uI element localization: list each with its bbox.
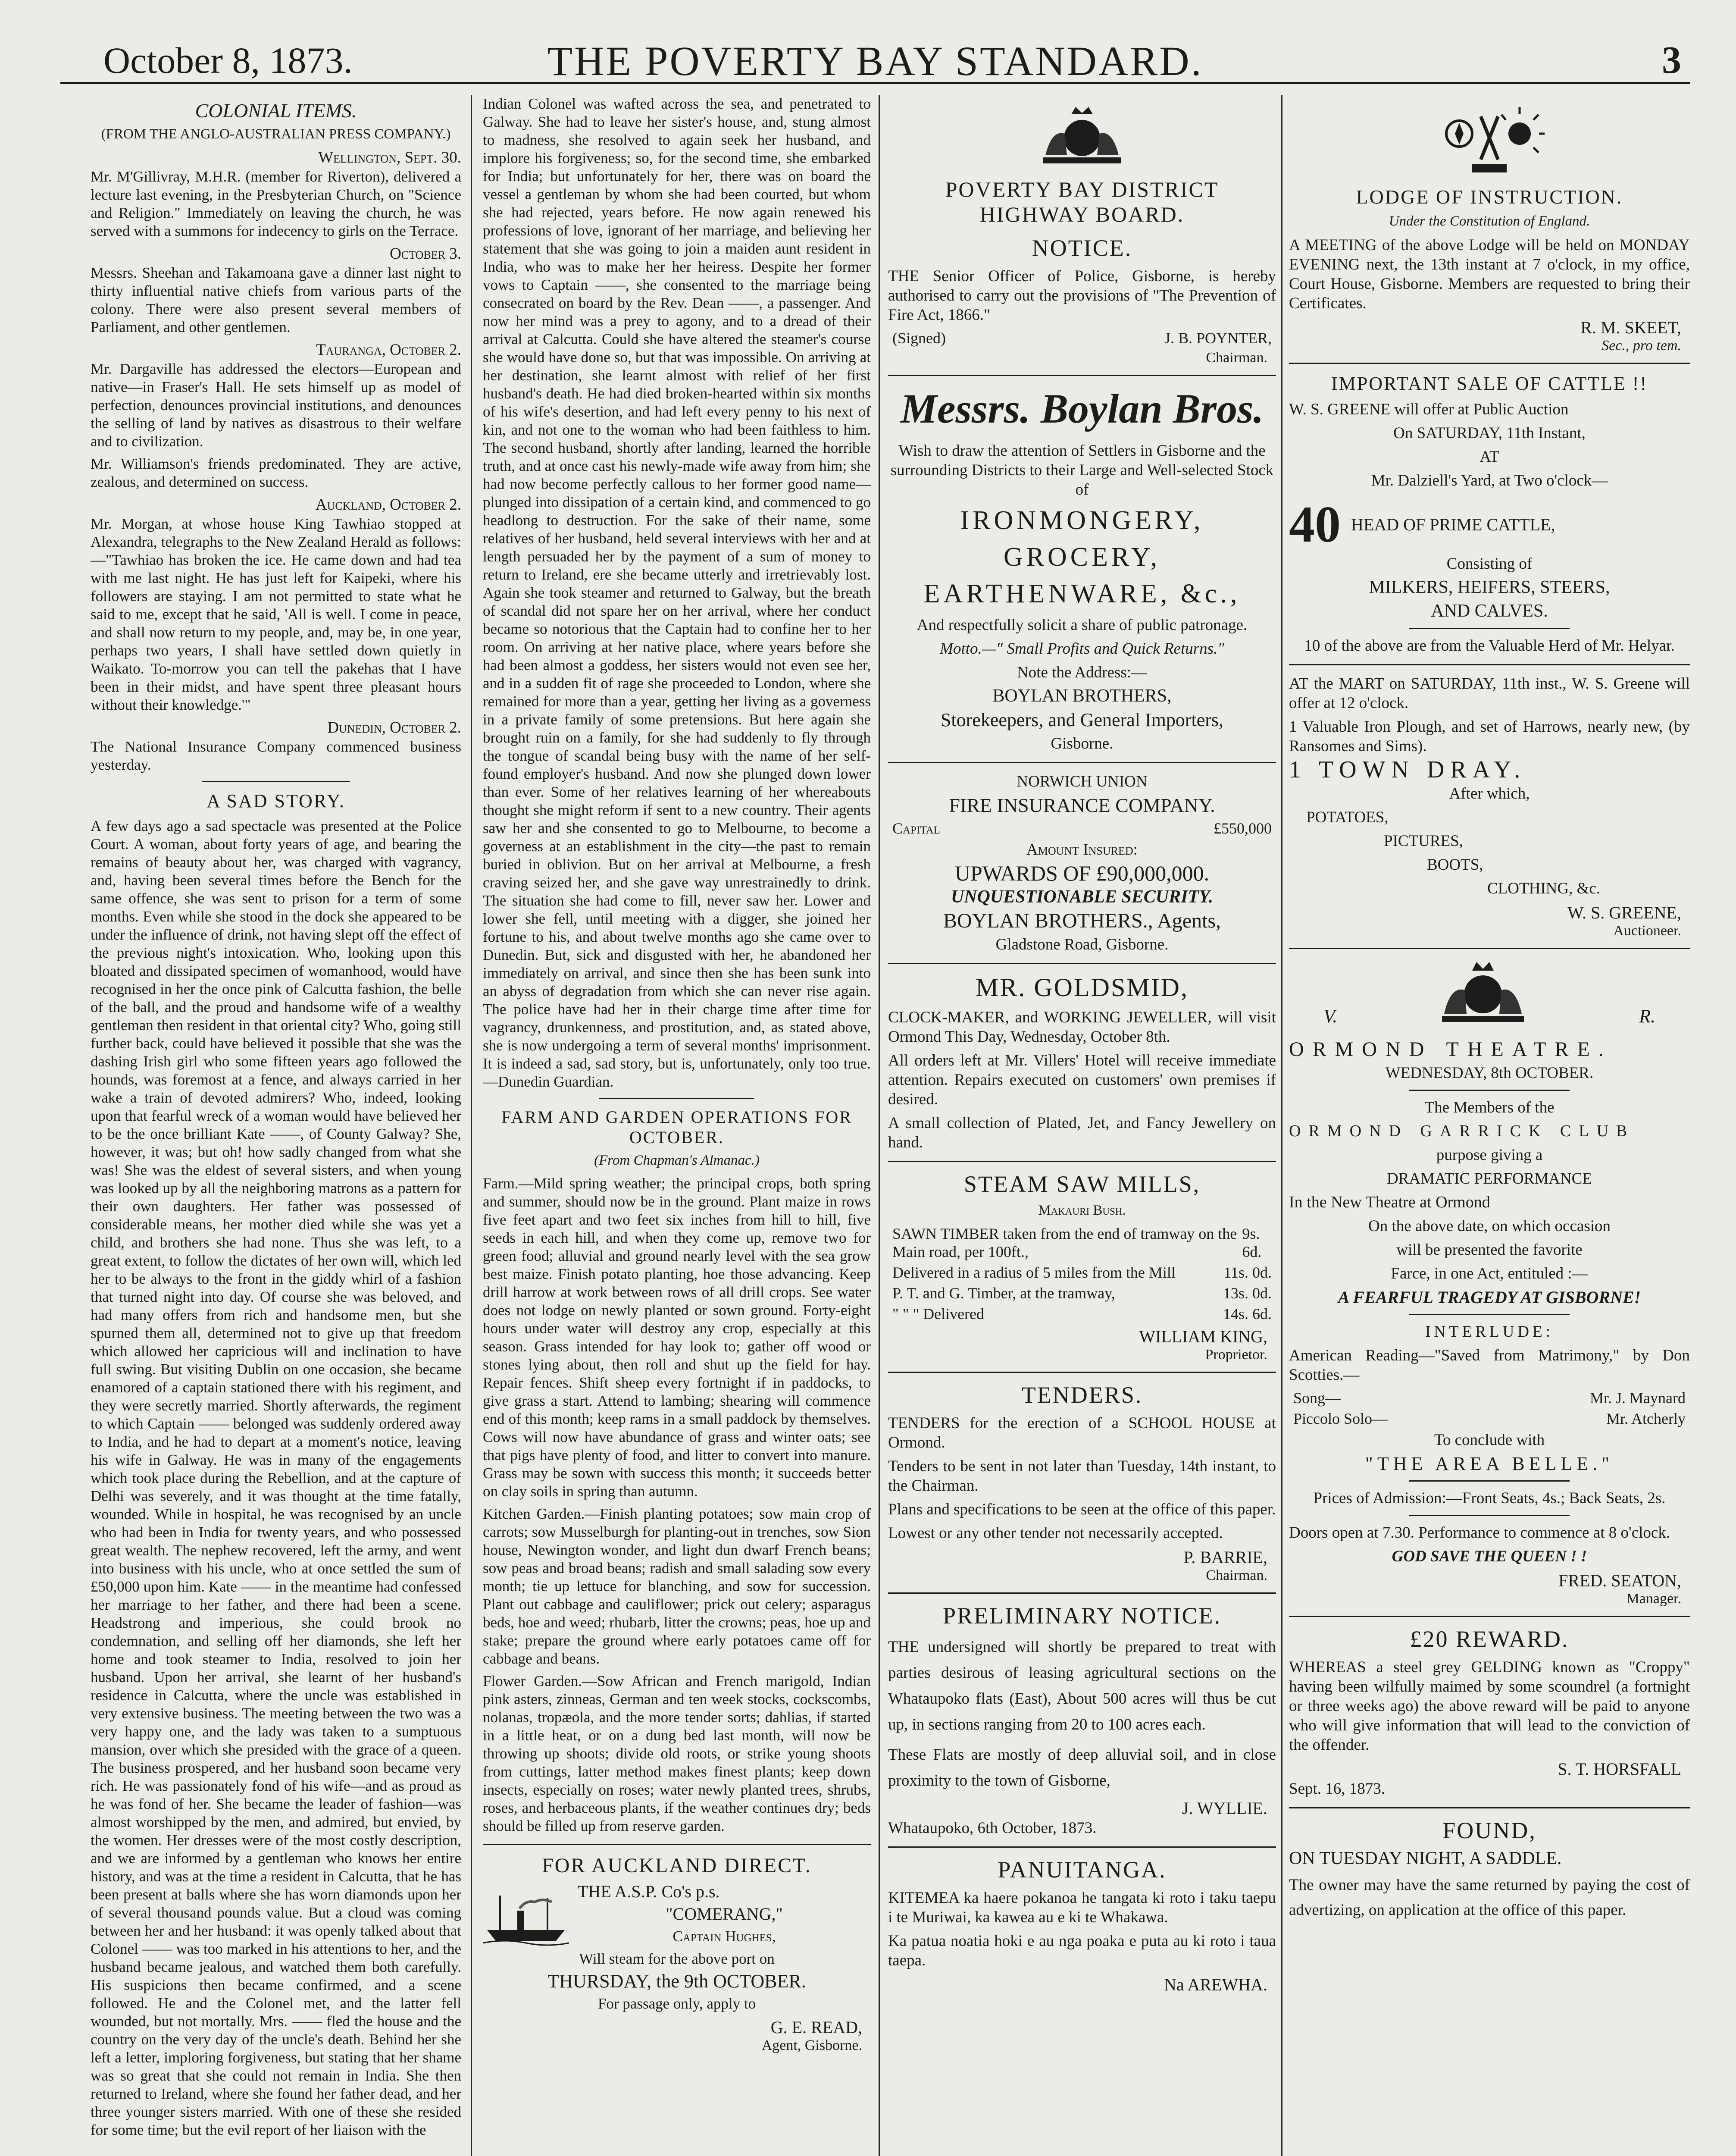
theatre-manager: FRED. SEATON,: [1558, 1571, 1681, 1590]
masonic-emblem-icon: [1433, 103, 1545, 177]
preliminary-date: Whataupoko, 6th October, 1873.: [888, 1819, 1097, 1837]
column-1: [91, 95, 461, 2156]
tenders-heading: TENDERS.: [1021, 1382, 1143, 1408]
divider: [202, 781, 350, 782]
news-paragraph: The National Insurance Company commenced business yesterday.: [91, 738, 461, 773]
divider: [888, 1592, 1276, 1594]
cattle-line: W. S. GREENE will offer at Public Auction: [1289, 401, 1569, 418]
product-line: EARTHENWARE, &c.,: [923, 579, 1241, 608]
sad-story-heading: A SAD STORY.: [206, 790, 345, 812]
divider: [1409, 628, 1570, 629]
divider: [1289, 664, 1690, 665]
boylan-heading: Messrs. Boylan Bros.: [900, 385, 1264, 432]
cattle-line: HEAD OF PRIME CATTLE,: [1351, 514, 1555, 534]
insurance-agents: BOYLAN BROTHERS., Agents,: [943, 909, 1221, 932]
theatre-crest-row: [1289, 958, 1690, 1040]
tenders-paragraph: Lowest or any other tender not necessarily accepted.: [888, 1524, 1223, 1542]
reward-body: WHEREAS a steel grey GELDING known as "Croppy" having been wilfully maimed by some scoundrel (a fortnight or three weeks ago) the above reward will be paid to anyone who will give information that will lead to the conviction of the offender.: [1289, 1658, 1690, 1754]
divider: [1289, 363, 1690, 364]
divider: [888, 375, 1276, 376]
page-number: 3: [1662, 39, 1681, 81]
story-paragraph: A few days ago a sad spectacle was presented at the Police Court. A woman, about forty years of age, and bearing the remains of beauty about her, was charged with vagrancy, and, having been several times before the Bench for the same offence, she was sent to prison for a term of some months. Even while she stood in the dock she appeared to be under the influence of drink, not having slept off the effect of the previous night's intoxication. Who, looking upon this bloated and dissipated specimen of womanhood, would have recognised in her the once pink of Calcutta fashion, the belle of the ball, and the proud and handsome wife of a wealthy gentleman then resident in that oriental city? Who, going still further back, could have believed it possible that she was the dashing Irish girl who some fifteen years ago followed the hounds, was foremost at a fence, and always carried in her wake a train of devoted admirers? Who, indeed, looking upon that fearful wreck of a woman would have believed her to be the once brilliant Kate ——, of County Galway? She, however, it was; but oh! how sadly changed from what she was! She was the eldest of several sisters, and when young was looked up by all the neighboring matrons as a pattern for their own daughters. Her father was possessed of considerable means, her mother died while she was yet a child, and brothers she had none. Thus she was left, to a great extent, to follow the dictates of her own will, which led her to be always to the front in the giddy whirl of a fashion that turned night into day. Of course she was beloved, and had many offers from rich and handsome men, but she spurned them all, determined not to give up that freedom which allowed her capricious will and inclination to have full swing. But visiting Dublin on one occasion, she became enamored of a captain stationed there with his regiment, and they were secretly married. Shortly afterwards, the regiment to which Captain —— belonged was suddenly ordered away to India, and he had to depart at a moment's notice, leaving his wife in Galway. He was in many of the engagements which took place during the Rebellion, and at the capture of Delhi was severely, and it was thought at the time fatally, wounded. While in hospital, he was recognised by an uncle who had been in India for twenty years, and who possessed great wealth. The nephew recovered, left the army, and went into business with his uncle, who at once settled the sum of £50,000 upon him. Kate —— in the meantime had confessed her marriage to her father, and there had been a scene. Headstrong and imperious, she could brook no condemnation, and selling off her diamonds, she left her home and took steamer to India, resolved to join her husband. Upon her arrival, she learnt of her husband's residence in Calcutta, where the uncle was established in very extensive business. The meeting between the two was a very happy one, and the lady was taken to a sumptuous mansion, over which she presided with the grace of a queen. The business prospered, and her husband soon became very rich. He was passionately fond of his wife—and as proud as he was fond of her. She became the leader of fashion—was almost worshipped by the men, and admired, but envied, by the women. Her dresses were of the most costly description, and we are informed by a gentleman who knows her entire history, and was at the time a resident in Calcutta, that he has been present at balls where she has worn diamonds upon her of several thousand pounds value. But a cloud was coming between her and her husband: it was openly talked about that Colonel —— was too marked in his attentions to her, and the husband became jealous, and watched them both carefully. His suspicions then became confirmed, and a scene followed. He and the Colonel met, and the latter fell wounded, but not mortally. Mrs. —— fled the house and the country on the very day of the uncle's death. Behind her she left a letter, imploring forgiveness, but stating that her shame was so great that she could not remain in India. She then returned to Ireland, where she found her father dead, and her three younger sisters married. With one of these she resided for some time; but the evil report of her liaison with the: [91, 818, 461, 2138]
boylan-motto: Motto.—" Small Profits and Quick Returns.": [940, 640, 1224, 658]
captain-name: Captain Hughes,: [673, 1928, 776, 1945]
programme-item: Song—: [1293, 1389, 1341, 1407]
divider: [1289, 1807, 1690, 1808]
signed-label: (Signed): [892, 329, 946, 347]
theatre-line: purpose giving a: [1436, 1146, 1543, 1164]
reward-heading: £20 REWARD.: [1410, 1626, 1569, 1652]
found-heading: FOUND,: [1442, 1818, 1536, 1843]
signatory: J. B. POYNTER,: [1164, 329, 1272, 347]
theatre-line: ORMOND GARRICK CLUB: [1289, 1122, 1635, 1140]
cattle-line: AT: [1480, 448, 1499, 466]
theatre-line: On the above date, on which occasion: [1368, 1217, 1611, 1235]
vr-left: V.: [1323, 1006, 1338, 1027]
mart-line: 1 Valuable Iron Plough, and set of Harrows, nearly new, (by Ransomes and Sims).: [1289, 718, 1690, 755]
auckland-line: For passage only, apply to: [597, 1995, 756, 2012]
cattle-line: AND CALVES.: [1431, 601, 1548, 621]
divider: [1409, 1480, 1570, 1482]
cattle-heading: IMPORTANT SALE OF CATTLE !!: [1331, 373, 1648, 394]
highway-board-heading: POVERTY BAY DISTRICT HIGHWAY BOARD.: [945, 177, 1219, 226]
interlude-label: INTERLUDE:: [1425, 1323, 1554, 1341]
preliminary-signatory: J. WYLLIE.: [1182, 1799, 1267, 1818]
divider: [1409, 1515, 1570, 1516]
divider: [888, 963, 1276, 964]
mart-line: POTATOES,: [1306, 808, 1389, 826]
admission-prices: Prices of Admission:—Front Seats, 4s.; Back Seats, 2s.: [1313, 1489, 1666, 1507]
farm-source: (From Chapman's Almanac.): [594, 1153, 760, 1168]
kitchen-garden-paragraph: Kitchen Garden.—Finish planting potatoes; sow main crop of carrots; sow Musselburgh for planting-out in trenches, sow Sion house, Newington wonder, and light dun dwarf French beans; sow peas and broad beans; radish and small salading sow every month; tie up lettuce for blanching, and sow for succession. Plant out cabbage and cauliflower; prick out celery; asparagus beds, hoe and weed; rhubarb, litter the crowns; peas, hoe up and stake; prepare the ground where early potatoes came off for cabbage and beans.: [483, 1505, 871, 1667]
goldsmid-orders: All orders left at Mr. Villers' Hotel will receive immediate attention. Repairs executed on customers' own premises if desired.: [888, 1052, 1276, 1108]
theatre-manager-title: Manager.: [1626, 1591, 1681, 1607]
preliminary-paragraph: These Flats are mostly of deep alluvial soil, and in close proximity to the town of Gisborne,: [888, 1746, 1276, 1789]
royal-crest-icon: [1035, 103, 1129, 168]
cattle-line: Mr. Dalziell's Yard, at Two o'clock—: [1371, 472, 1608, 489]
timber-price: 11s. 0d.: [1223, 1264, 1272, 1281]
closing-piece: "THE AREA BELLE.": [1365, 1453, 1614, 1474]
column-4: [1289, 95, 1690, 2156]
press-source: (FROM THE ANGLO-AUSTRALIAN PRESS COMPANY.): [101, 126, 451, 142]
theatre-date: WEDNESDAY, 8th OCTOBER.: [1385, 1064, 1594, 1082]
theatre-doors: Doors open at 7.30. Performance to commence at 8 o'clock.: [1289, 1524, 1670, 1542]
mart-signatory: W. S. GREENE,: [1567, 903, 1681, 922]
mart-line: PICTURES,: [1384, 832, 1464, 850]
signatory-title: Chairman.: [1206, 350, 1267, 366]
cattle-line: MILKERS, HEIFERS, STEERS,: [1369, 577, 1610, 597]
mart-signatory-title: Auctioneer.: [1613, 923, 1681, 939]
mart-line: AT the MART on SATURDAY, 11th inst., W. S. Greene will offer at 12 o'clock.: [1289, 675, 1690, 712]
performer: Mr. J. Maynard: [1590, 1389, 1686, 1407]
cattle-number: 40: [1289, 495, 1341, 553]
theatre-line: American Reading—"Saved from Matrimony," by Don Scotties.—: [1289, 1347, 1690, 1384]
insurance-company: FIRE INSURANCE COMPANY.: [949, 794, 1215, 816]
divider: [888, 1372, 1276, 1373]
sawmills-place: Makauri Bush.: [1038, 1203, 1126, 1218]
dateline: Auckland, October 2.: [315, 496, 461, 514]
panuitanga-heading: PANUITANGA.: [998, 1857, 1167, 1883]
column-2: [483, 95, 871, 2156]
agent-name: G. E. READ,: [770, 2018, 862, 2037]
capital-label: Capital: [892, 820, 940, 837]
story-continuation: Indian Colonel was wafted across the sea, and penetrated to Galway. She had to leave her sister's house, and, stung almost to madness, she resolved to again seek her husband, and implore his forgiveness; so, for the second time, she embarked for India; but unfortunately for her, there was on board the vessel a gentleman by whom she had been courted, but whom she had rejected, years before. He now again renewed his professions of love, ignorant of her marriage, and believing her statement that she was going to join a maiden aunt resident in India, who was to make her her heiress. Despite her former vows to Captain ——, she consented to the marriage being consecrated on board by the Rev. Dean ——, a passenger. And now her mind was a prey to agony, and to a dread of their arrival at Calcutta. Could she have altered the steamer's course she would have done so, but that was impossible. On arriving at her destination, she learnt almost with relief of her first husband's death. He had died broken-hearted within six months of his wife's desertion, and had left every penny to his next of kin, and not one to the woman who had been faithless to him. The second husband, shortly after landing, learned the horrible truth, and at once cast his newly-made wife away from him; she had now become perfectly callous to her former good name—plunged into dissipation of a certain kind, and commenced to go headlong to destruction. For the sake of their name, some relatives of her husband, held several interviews with her and at length persuaded her by the payment of a sum of money to return to Ireland, ere she became utterly and irretrievably lost. Again she took steamer and returned to Galway, but the breath of scandal did not spare her on her arrival, where her conduct became so notorious that the Captain had to confine her to her room. On arriving at her native place, where years before she had been almost a goddess, her sisters would not even see her, and in a sudden fit of rage she proceeded to London, where she remained for more than a year, getting her living as a governess in a private family of some pretensions. But here again she brought ruin on a family, for she had suddenly to fly through the tongue of scandal being busy with the name of her self-found employer's husband. And now she plunged down lower than ever. Some of her relatives learning of her whereabouts thought she might reform if sent to a new country. Their agents saw her and she consented to go to Melbourne, to become a governess at an establishment in the city—the past to remain buried in oblivion. But on her arrival at Melbourne, a fresh craving seized her, and she gave way unrestrainedly to drink. The situation she had come to fill, never saw her. Lower and lower she fell, until meeting with a digger, she joined her fortune to his, and about twelve months ago she came over to Dunedin. But, sick and disgusted with her, he abandoned her immediately on arrival, and since then she has been sunk into an abyss of degradation from which she can never rise again. The police have had her in their charge time after time for vagrancy, drunkenness, and prostitution, and, as stated above, she is now undergoing a term of several months' imprisonment. It is indeed a sad, sad story, but is, unfortunately, only too true.—Dunedin Guardian.: [483, 95, 871, 1090]
timber-line: P. T. and G. Timber, at the tramway,: [892, 1285, 1115, 1302]
tenders-paragraph: TENDERS for the erection of a SCHOOL HOUSE at Ormond.: [888, 1414, 1276, 1451]
auckland-heading: FOR AUCKLAND DIRECT.: [542, 1854, 812, 1877]
divider: [888, 1161, 1276, 1162]
found-paragraph: The owner may have the same returned by paying the cost of advertizing, on application at the office of this paper.: [1289, 1876, 1690, 1919]
divider: [483, 1844, 871, 1845]
farm-garden-heading: FARM AND GARDEN OPERATIONS FOR OCTOBER.: [501, 1107, 852, 1147]
theatre-line: In the New Theatre at Ormond: [1289, 1193, 1490, 1211]
security-line: UNQUESTIONABLE SECURITY.: [951, 887, 1214, 907]
dateline: Wellington, Sept. 30.: [318, 149, 461, 166]
lodge-signatory: R. M. SKEET,: [1580, 318, 1681, 337]
product-line: IRONMONGERY,: [960, 506, 1204, 535]
auckland-line: THE A.S.P. Co's p.s.: [578, 1882, 720, 1901]
boylan-place: Gisborne.: [1051, 735, 1114, 752]
issue-date: October 8, 1873.: [103, 40, 353, 81]
vr-right: R.: [1639, 1006, 1655, 1027]
divider: [888, 762, 1276, 763]
preliminary-paragraph: THE undersigned will shortly be prepared to treat with parties desirous of leasing agricultural sections on the Whataupoko flats (East), About 500 acres will thus be cut up, in sections ranging from 20 to 100 acres each.: [888, 1638, 1276, 1733]
news-paragraph: Mr. M'Gillivray, M.H.R. (member for Riverton), delivered a lecture last evening, in the Presbyterian Church, on "Science and Religion." Immediately on leaving the church, he was served with a summons for indecency to girls on the Terrace.: [91, 168, 461, 239]
insured-label: Amount Insured:: [1026, 841, 1138, 859]
timber-line: " " " Delivered: [892, 1305, 985, 1322]
theatre-line: Farce, in one Act, entituled :—: [1391, 1265, 1588, 1282]
divider: [1409, 1314, 1570, 1315]
boylan-intro: Wish to draw the attention of Settlers in Gisborne and the surrounding Districts to their Large and Well-selected Stock of: [890, 442, 1274, 498]
column-divider: [471, 95, 472, 2156]
news-paragraph: Mr. Morgan, at whose house King Tawhiao stopped at Alexandra, telegraphs to the New Zealand Herald as follows:—"Tawhiao has broken the ice. He came down and had tea with me last night. He has just left for Kaipeki, where his followers are staying. I am not permitted to state what he said to me, except that he said, 'All is well. I come in peace, and shall now return to my people, and, may be, in one year, perhaps two years, I shall have settled down quietly in Waikato. To-morrow you can tell the pakehas that I have been in their midst, and have spent three pleasant hours without their knowledge.'": [91, 515, 461, 713]
divider: [599, 1098, 754, 1099]
farce-title: A FEARFUL TRAGEDY AT GISBORNE!: [1338, 1288, 1641, 1307]
ship-name: "COMERANG,": [666, 1904, 783, 1924]
theatre-line: To conclude with: [1434, 1431, 1545, 1449]
agent-place: Agent, Gisborne.: [761, 2037, 862, 2053]
news-paragraph: Messrs. Sheehan and Takamoana gave a dinner last night to thirty influential native chiefs from various parts of the colony. There were also present several members of Parliament, and other gentlemen.: [91, 264, 461, 335]
tenders-signatory-title: Chairman.: [1206, 1567, 1267, 1583]
dateline: Tauranga, October 2.: [316, 341, 461, 359]
steamship-icon: [483, 1887, 569, 1947]
performer: Mr. Atcherly: [1606, 1410, 1686, 1427]
divider: [1289, 1616, 1690, 1617]
preliminary-heading: PRELIMINARY NOTICE.: [943, 1603, 1221, 1629]
cattle-line: Consisting of: [1446, 555, 1533, 573]
tenders-signatory: P. BARRIE,: [1183, 1548, 1267, 1567]
divider: [1409, 1090, 1570, 1091]
reward-signatory: S. T. HORSFALL: [1558, 1759, 1681, 1779]
dateline: October 3.: [390, 245, 461, 263]
notice-body: THE Senior Officer of Police, Gisborne, is hereby authorised to carry out the provisions of "The Prevention of Fire Act, 1866.": [888, 267, 1276, 324]
column-divider: [879, 95, 880, 2156]
sawmills-owner-title: Proprietor.: [1205, 1347, 1267, 1363]
god-save-the-queen: GOD SAVE THE QUEEN ! !: [1392, 1548, 1587, 1565]
panuitanga-paragraph: Ka patua noatia hoki e au nga poaka e puta au ki roto i taua taepa.: [888, 1932, 1276, 1969]
divider: [888, 1846, 1276, 1848]
found-body: ON TUESDAY NIGHT, A SADDLE.: [1289, 1849, 1562, 1868]
divider: [1289, 948, 1690, 949]
tenders-paragraph: Tenders to be sent in not later than Tuesday, 14th instant, to the Chairman.: [888, 1457, 1276, 1495]
boylan-firm: BOYLAN BROTHERS,: [992, 686, 1172, 706]
theatre-heading: ORMOND THEATRE.: [1289, 1038, 1612, 1061]
goldsmid-jewellery: A small collection of Plated, Jet, and Fancy Jewellery on hand.: [888, 1114, 1276, 1151]
theatre-line: will be presented the favorite: [1396, 1241, 1583, 1259]
cattle-line: On SATURDAY, 11th Instant,: [1393, 424, 1586, 442]
goldsmid-body: CLOCK-MAKER, and WORKING JEWELLER, will visit Ormond This Day, Wednesday, October 8th.: [888, 1009, 1276, 1046]
goldsmid-heading: MR. GOLDSMID,: [975, 973, 1189, 1002]
timber-line: Delivered in a radius of 5 miles from the Mill: [892, 1264, 1176, 1281]
newspaper-title: THE POVERTY BAY STANDARD.: [547, 38, 1203, 84]
boylan-solicit: And respectfully solicit a share of public patronage.: [916, 616, 1248, 634]
boylan-trade: Storekeepers, and General Importers,: [940, 709, 1224, 730]
insurance-address: Gladstone Road, Gisborne.: [995, 936, 1169, 953]
mart-line: BOOTS,: [1427, 856, 1483, 874]
notice-heading: NOTICE.: [1032, 235, 1132, 261]
insured-value: UPWARDS OF £90,000,000.: [954, 861, 1210, 885]
auckland-line: Will steam for the above port on: [579, 1950, 775, 1967]
mart-line: 1 TOWN DRAY.: [1289, 756, 1526, 783]
timber-price: 14s. 6d.: [1223, 1305, 1272, 1322]
panuitanga-signatory: Na AREWHA.: [1164, 1975, 1267, 1994]
theatre-line: The Members of the: [1424, 1099, 1555, 1116]
farm-paragraph: Farm.—Mild spring weather; the principal crops, both spring and summer, should now be in the ground. Plant maize in rows five feet apart and two feet six inches from hill to hill, five seeds in each hill, and when they come up, remove two for green food; alluvial and ground nearly level with the sea grow best maize. Finish potato planting, hoe those advancing. Keep drill harrow at work between rows of all drill crops. See water does not lodge on newly planted or sown ground. Forty-eight hours under water will destroy any crop, especially at this season. Grass intended for hay look to; gather off wood or stones lying about, then roll and shut up the field for hay. Repair fences. Shift sheep every fortnight if in paddocks, to give grass a start. Attend to lambing; shearing will commence end of this month; keep rams in a small paddock by themselves. Cows will now have abundance of grass and winter oats; see that pigs have plenty of food, and litter to convert into manure. Grass may be sown with success this month; it succeeds better on clay soils in spring than autumn.: [483, 1175, 871, 1500]
royal-crest-icon: [1431, 958, 1535, 1027]
sawmills-heading: STEAM SAW MILLS,: [963, 1171, 1201, 1197]
timber-line: SAWN TIMBER taken from the end of tramway on the Main road, per 100ft.,: [892, 1225, 1237, 1260]
dateline: Dunedin, October 2.: [327, 719, 461, 736]
masthead: [60, 30, 1690, 84]
lodge-heading: LODGE OF INSTRUCTION.: [1356, 186, 1623, 208]
capital-value: £550,000: [1214, 820, 1272, 837]
mart-line: After which,: [1449, 785, 1530, 802]
timber-price: 9s. 6d.: [1242, 1225, 1262, 1260]
news-paragraph: Mr. Williamson's friends predominated. They are active, zealous, and determined on success.: [91, 455, 461, 490]
programme-item: Piccolo Solo—: [1293, 1410, 1388, 1427]
theatre-line: DRAMATIC PERFORMANCE: [1387, 1170, 1592, 1188]
mart-line: CLOTHING, &c.: [1487, 880, 1601, 897]
timber-price: 13s. 0d.: [1223, 1285, 1272, 1302]
lodge-sub: Under the Constitution of England.: [1389, 213, 1590, 229]
column-3: [888, 95, 1276, 2156]
boylan-address-label: Note the Address:—: [1017, 664, 1148, 681]
cattle-line: 10 of the above are from the Valuable Herd of Mr. Helyar.: [1304, 637, 1675, 655]
flower-garden-paragraph: Flower Garden.—Sow African and French marigold, Indian pink asters, zinneas, German and ten week stocks, cockscombs, nolanas, tropæola, and the more tender sorts; dahlias, if started in a little heat, or on a dung bed last month, will now be throwing up shoots; divide old roots, or strike young shoots from cuttings, latter method makes finest plants; keep down insects, especially on roses; water newly planted trees, shrubs, roses, and herbaceous plants, if the weather continues dry; beds should be filled up from reserve garden.: [483, 1673, 871, 1834]
column-divider: [1281, 95, 1282, 2156]
news-paragraph: Mr. Dargaville has addressed the electors—European and native—in Fraser's Hall. He sets himself up as model of perfection, denounces provincial institutions, and denounces the selling of land by natives as disastrous to their welfare and to civilization.: [91, 360, 461, 450]
colonial-items-heading: COLONIAL ITEMS.: [195, 100, 357, 122]
product-line: GROCERY,: [1003, 542, 1161, 572]
panuitanga-paragraph: KITEMEA ka haere pokanoa he tangata ki roto i taku taepu i te Muriwai, ka kawea au e ki te Whakawa.: [888, 1889, 1276, 1926]
lodge-signatory-title: Sec., pro tem.: [1601, 338, 1681, 354]
tenders-paragraph: Plans and specifications to be seen at the office of this paper.: [888, 1501, 1276, 1518]
sawmills-owner: WILLIAM KING,: [1139, 1327, 1267, 1346]
insurance-line: NORWICH UNION: [1017, 773, 1148, 790]
lodge-body: A MEETING of the above Lodge will be held on MONDAY EVENING next, the 13th instant at 7 o'clock, in my office, Court House, Gisborne. Members are requested to bring their Certificates.: [1289, 236, 1690, 312]
sailing-date: THURSDAY, the 9th OCTOBER.: [547, 1971, 806, 1992]
reward-date: Sept. 16, 1873.: [1289, 1780, 1386, 1798]
